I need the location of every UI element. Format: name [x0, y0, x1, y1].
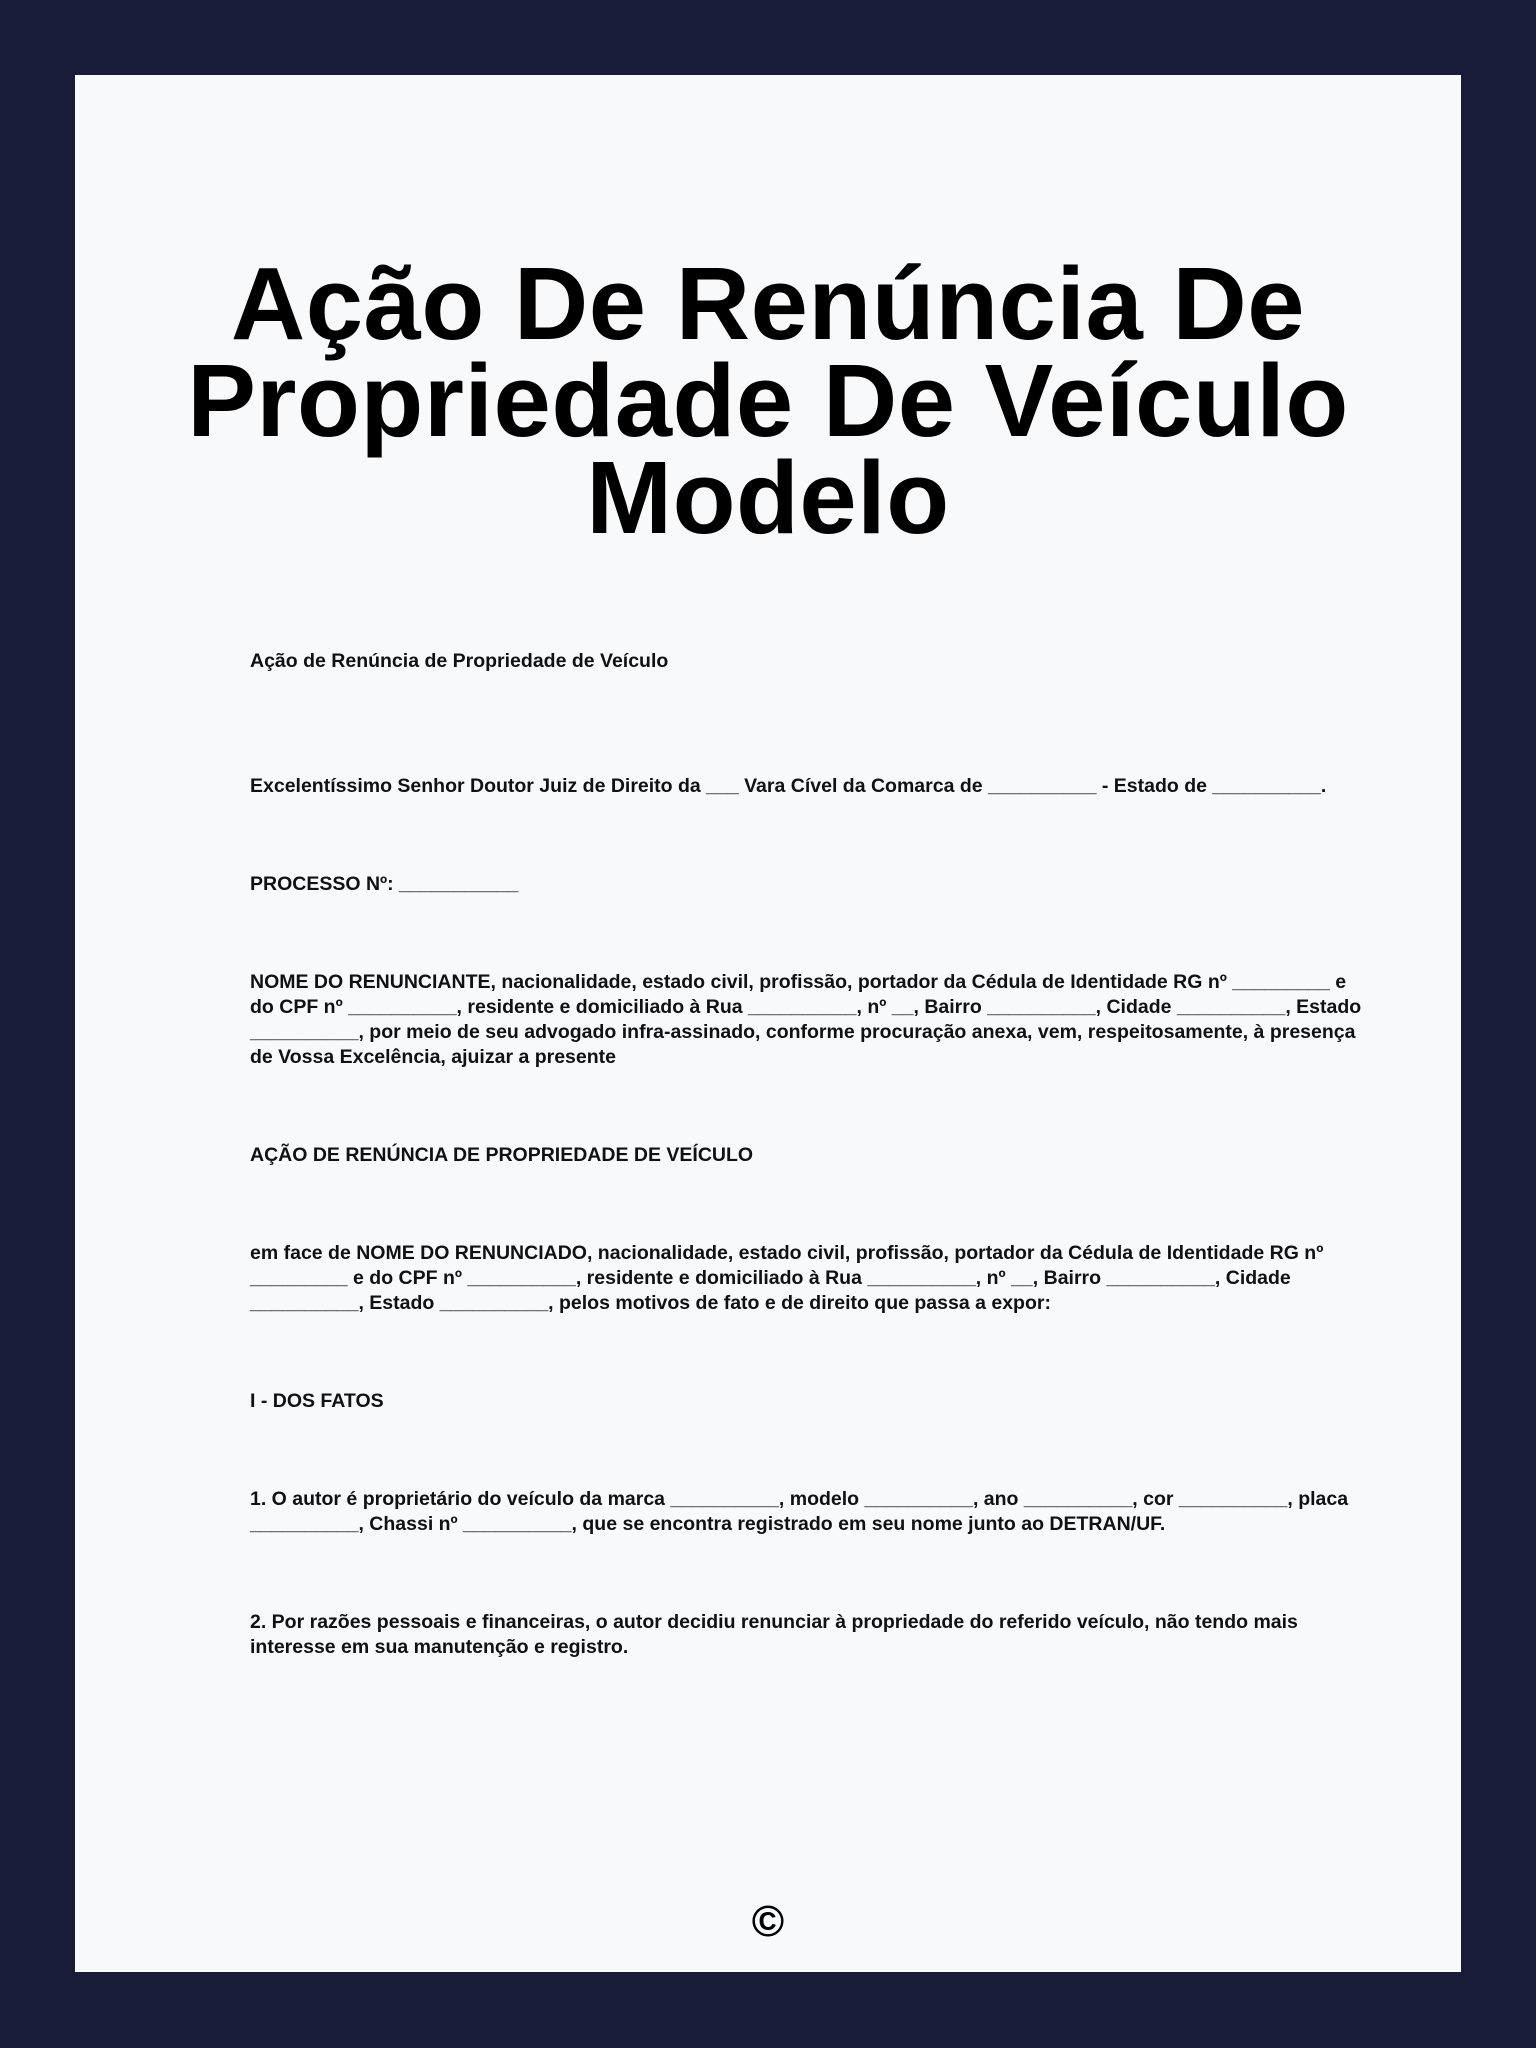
copyright-icon: ©: [751, 1897, 785, 1946]
document-heading: Ação de Renúncia de Propriedade de Veículo: [250, 650, 669, 672]
court-address: Excelentíssimo Senhor Doutor Juiz de Direito da ___ Vara Cível da Comarca de __________ - Estado de __________.: [250, 775, 1327, 797]
process-number: PROCESSO Nº: ___________: [250, 873, 519, 895]
fact-1: 1. O autor é proprietário do veículo da marca __________, modelo __________, ano __________, cor __________, placa __________, Chassi nº __________, que se encontra registrado em seu nome junto ao DETRAN/UF.: [250, 1488, 1354, 1535]
document-page: [75, 75, 1461, 1972]
action-title: AÇÃO DE RENÚNCIA DE PROPRIEDADE DE VEÍCULO: [250, 1144, 754, 1166]
document-body: [250, 649, 1370, 1660]
section-facts-heading: I - DOS FATOS: [250, 1390, 384, 1412]
fact-2: 2. Por razões pessoais e financeiras, o autor decidiu renunciar à propriedade do referido veículo, não tendo mais interesse em sua manutenção e registro.: [250, 1611, 1304, 1658]
defendant-qualification: em face de NOME DO RENUNCIADO, nacionalidade, estado civil, profissão, portador da Cédula de Identidade RG nº _________ e do CPF nº __________, residente e domiciliado à Rua __________, nº __, Bairro __________, Cidade __________, Estado __________, pelos motivos de fato e de direito que passa a expor:: [250, 1242, 1329, 1314]
document-title: Ação De Renúncia De Propriedade De Veículo Modelo: [187, 246, 1349, 555]
plaintiff-qualification: NOME DO RENUNCIANTE, nacionalidade, estado civil, profissão, portador da Cédula de Identidade RG nº _________ e do CPF nº __________, residente e domiciliado à Rua __________, nº __, Bairro __________, Cidade __________, Estado __________, por meio de seu advogado infra-assinado, conforme procuração anexa, vem, respeitosamente, à presença de Vossa Excelência, ajuizar a presente: [250, 971, 1367, 1068]
